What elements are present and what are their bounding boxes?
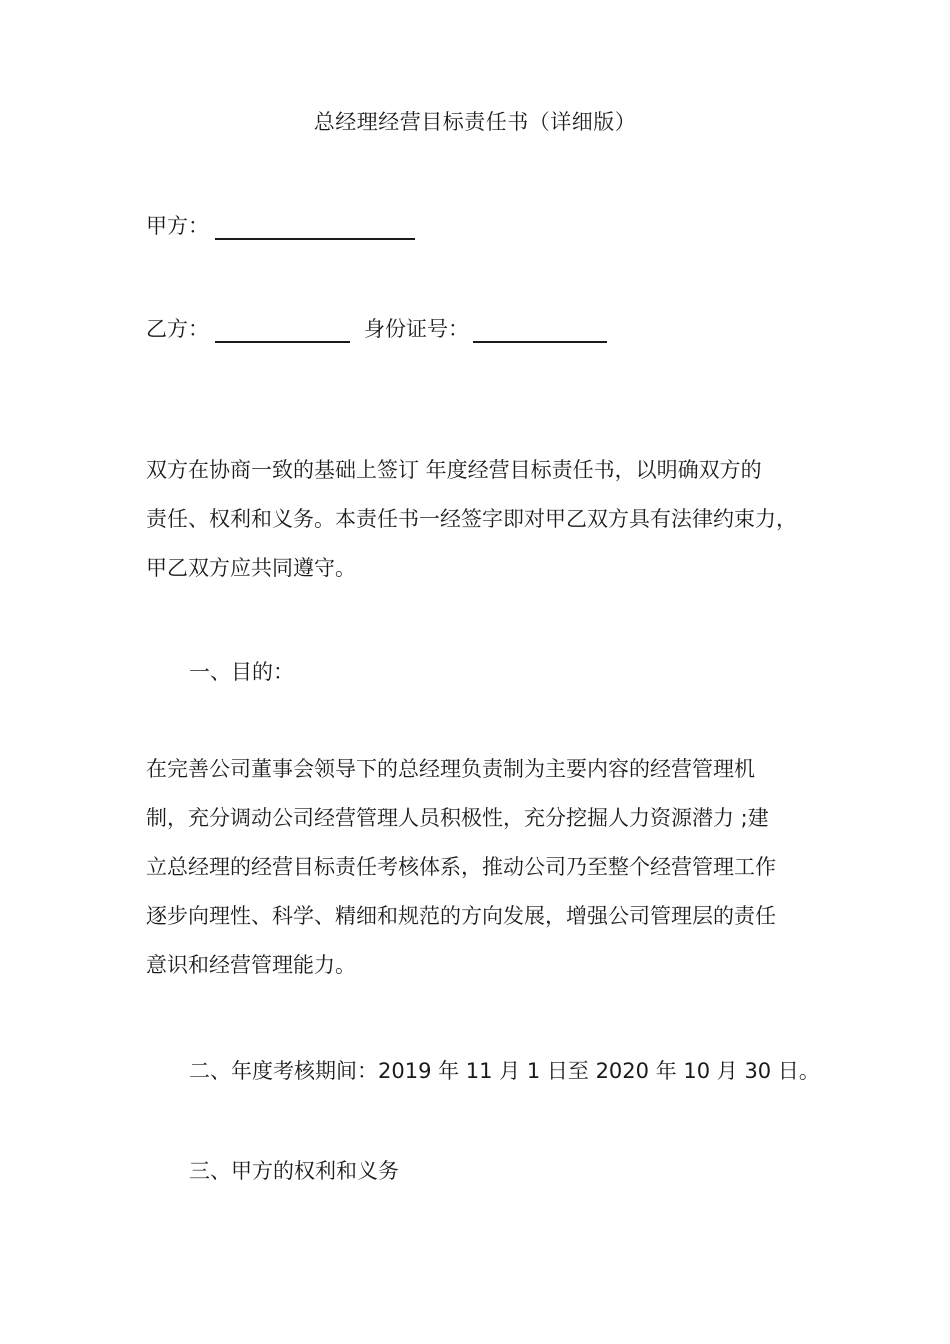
- section3-heading: 三、甲方的权利和义务: [189, 1159, 399, 1183]
- section1-heading: 一、目的：: [189, 660, 294, 684]
- intro-line: 甲乙双方应共同遵守。: [146, 556, 356, 580]
- party-a-row: [146, 210, 415, 240]
- party-b-label: 乙方：: [146, 317, 209, 341]
- intro-paragraph: [146, 446, 826, 593]
- section1-line: 意识和经营管理能力。: [146, 953, 356, 977]
- party-a-label: 甲方：: [146, 214, 209, 238]
- section1-paragraph: [146, 745, 826, 990]
- intro-line: 责任、权利和义务。本责任书一经签字即对甲乙双方具有法律约束力，: [146, 507, 797, 531]
- document-title: 总经理经营目标责任书（详细版）: [313, 110, 637, 134]
- section1-line: 逐步向理性、科学、精细和规范的方向发展，增强公司管理层的责任: [146, 904, 776, 928]
- id-number-label: 身份证号：: [364, 317, 469, 341]
- section1-line: 制，充分调动公司经营管理人员积极性，充分挖掘人力资源潜力 ;建: [146, 806, 769, 830]
- party-a-blank-line: [215, 216, 415, 240]
- id-number-blank-line: [473, 319, 607, 343]
- section2-heading: 二、年度考核期间：2019 年 11 月 1 日至 2020 年 10 月 30 日。: [189, 1059, 820, 1083]
- party-b-blank-line: [215, 319, 350, 343]
- party-b-row: [146, 313, 607, 343]
- intro-line: 双方在协商一致的基础上签订 年度经营目标责任书，以明确双方的: [146, 458, 762, 482]
- section1-line: 立总经理的经营目标责任考核体系，推动公司乃至整个经营管理工作: [146, 855, 776, 879]
- section1-line: 在完善公司董事会领导下的总经理负责制为主要内容的经营管理机: [146, 757, 755, 781]
